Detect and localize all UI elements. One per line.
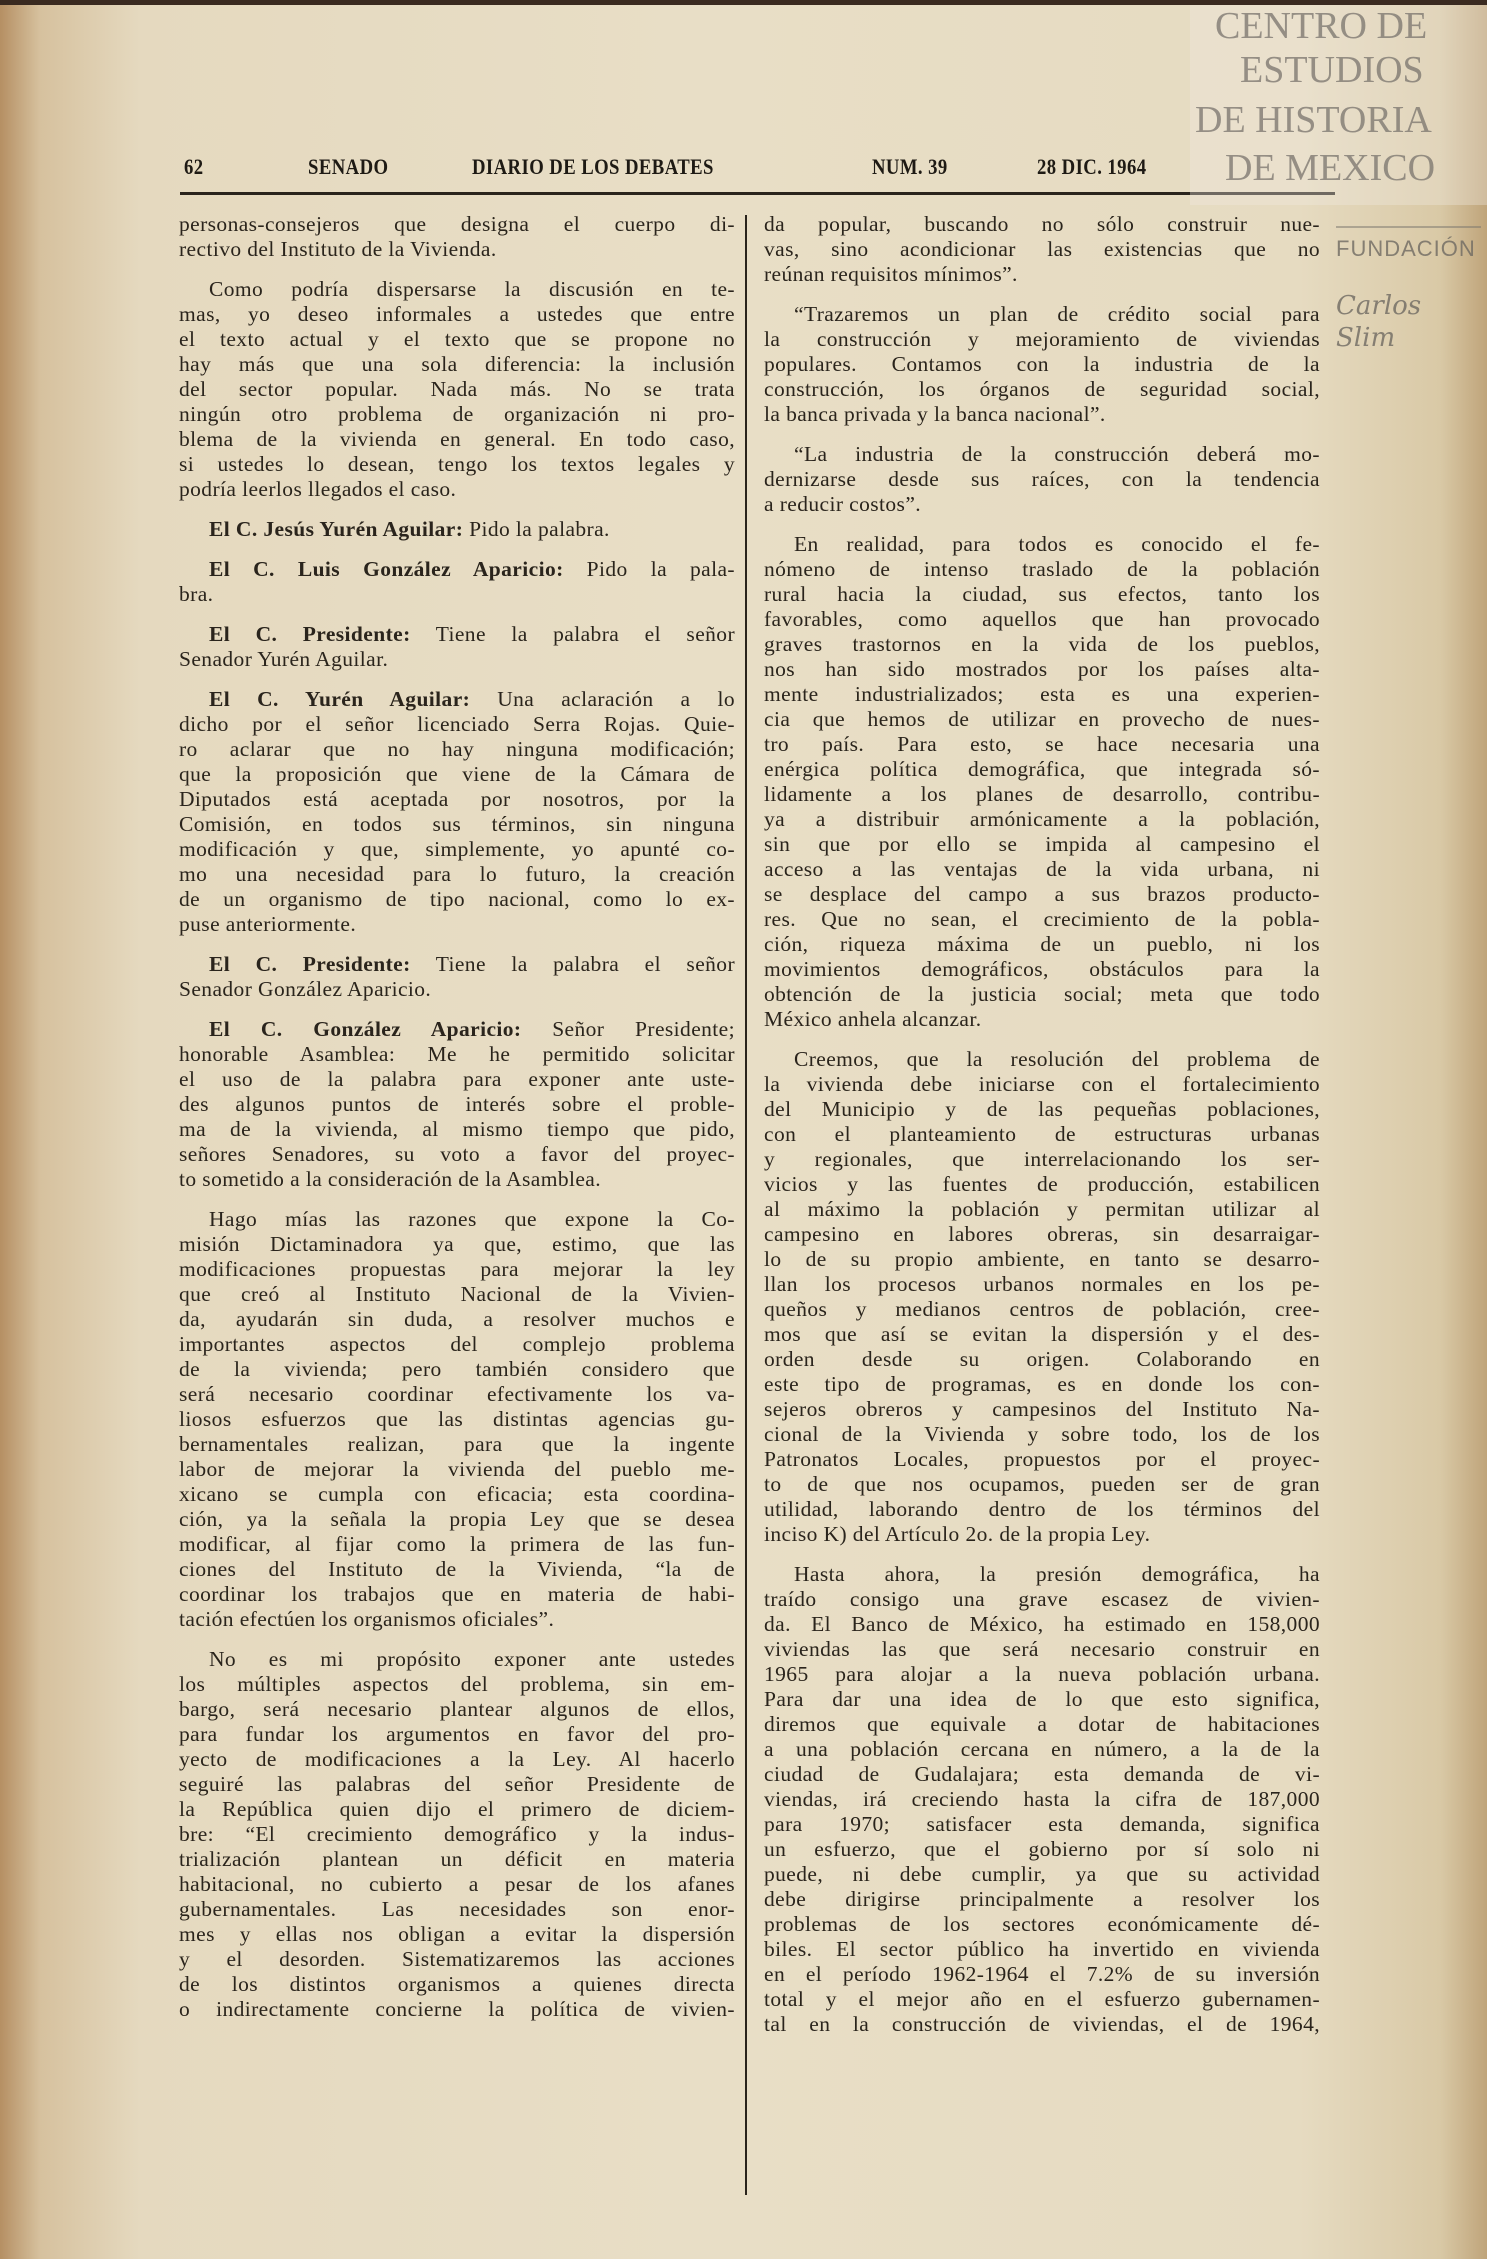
speech-text: Pido la pala- [563,557,735,581]
text-line [179,622,735,647]
text-line [179,952,735,977]
paragraph [764,1047,1320,1547]
text-line: bre: “El crecimiento demográfico y la indus- [179,1822,735,1846]
text-line [179,1017,735,1042]
text-line: seguiré las palabras del señor Presidente de [179,1772,735,1796]
publication-title: DIARIO DE LOS DEBATES [472,154,714,179]
text-line: blema de la vivienda en general. En todo caso, [179,427,735,451]
text-line: cional de la Vivienda y sobre todo, los de los [764,1422,1320,1446]
text-line: “Trazaremos un plan de crédito social para [794,302,1320,326]
text-line: mo una necesidad para lo futuro, la creación [179,862,735,886]
text-line: da popular, buscando no sólo construir nue- [764,212,1320,236]
text-line: la vivienda debe iniciarse con el fortalecimiento [764,1072,1320,1096]
watermark-line: ESTUDIOS [1240,49,1424,91]
speech-text: Una aclaración a lo [470,687,736,711]
speech-text: Señor Presidente; [521,1017,735,1041]
text-line: da. El Banco de México, ha estimado en 158,000 [764,1612,1320,1636]
paragraph [764,532,1320,1032]
text-line: ro aclarar que no hay ninguna modificación; [179,737,735,761]
text-line: México anhela alcanzar. [764,1007,982,1031]
text-line: “La industria de la construcción deberá mo- [794,442,1320,466]
text-line: Hago mías las razones que expone la Co- [209,1207,735,1231]
speaker-paragraph [179,687,735,937]
text-line: modificaciones propuestas para mejorar la ley [179,1257,735,1281]
text-line: con el planteamiento de estructuras urbanas [764,1122,1320,1146]
text-line: lidamente a los planes de desarrollo, contribu- [764,782,1320,806]
text-line: de la vivienda; pero también considero que [179,1357,735,1381]
speaker-name: El C. Yurén Aguilar: [209,687,471,711]
watermark-line: DE HISTORIA [1195,99,1432,141]
text-line: vas, sino acondicionar las existencias que no [764,237,1320,261]
speaker-name: El C. González Aparicio: [209,1017,522,1041]
watermark-line: CENTRO DE [1215,5,1428,47]
text-line: personas-consejeros que designa el cuerpo di- [179,212,735,236]
text-line: señores Senadores, su voto a favor del proyec- [179,1142,735,1166]
text-line: problemas de los sectores económicamente dé- [764,1912,1320,1936]
text-line: bra. [179,582,214,606]
paragraph [764,442,1320,517]
text-line: modificación y que, simplemente, yo apunté co- [179,837,735,861]
text-line: bargo, será necesario plantear algunos de ellos, [179,1697,735,1721]
text-line: liosos esfuerzos que las distintas agencias gu- [179,1407,735,1431]
text-line: y el desorden. Sistematizaremos las acciones [179,1947,735,1971]
text-line: ya a distribuir armónicamente a la población, [764,807,1320,831]
speaker-name: El C. Presidente: [209,622,411,646]
text-line: el texto actual y el texto que se propone no [179,327,735,351]
text-line: Patronatos Locales, propuestos por el proyec- [764,1447,1320,1471]
text-line: reúnan requisitos mínimos”. [764,262,1018,286]
watermark-line: DE MEXICO [1225,147,1436,189]
speaker-name: El C. Jesús Yurén Aguilar: [209,517,464,541]
text-line: llan los procesos urbanos normales en los pe- [764,1272,1320,1296]
text-line: Para dar una idea de lo que esto significa, [764,1687,1320,1711]
text-line: a una población cercana en número, a la de la [764,1737,1320,1761]
text-line: Como podría dispersarse la discusión en te- [209,277,735,301]
text-line: coordinar los trabajos que en materia de habi- [179,1582,735,1606]
text-line: este tipo de programas, es en donde los con- [764,1372,1320,1396]
text-line: vicios y las fuentes de producción, estabilicen [764,1172,1320,1196]
text-line: habitacional, no cubierto a pesar de los afanes [179,1872,735,1896]
speaker-paragraph [179,622,735,672]
text-line: movimientos demográficos, obstáculos para la [764,957,1320,981]
speaker-paragraph [179,557,735,607]
text-line: favorables, como aquellos que han provocado [764,607,1320,631]
text-line: los múltiples aspectos del problema, sin em- [179,1672,735,1696]
text-line: No es mi propósito exponer ante ustedes [209,1647,735,1671]
text-line: ningún otro problema de organización ni pro- [179,402,735,426]
text-line: mes y ellas nos obligan a evitar la dispersión [179,1922,735,1946]
text-line: ciudad de Gudalajara; esta demanda de vi- [764,1762,1320,1786]
page-header [0,150,1180,186]
text-line: ción, riqueza máxima de un pueblo, ni los [764,932,1320,956]
text-line: podría leerlos llegados el caso. [179,477,457,501]
right-column [764,212,1320,2052]
text-line: de un organismo de tipo nacional, como lo ex- [179,887,735,911]
text-line: hay más que una sola diferencia: la inclusión [179,352,735,376]
page-number: 62 [184,154,204,179]
text-line: acceso a las ventajas de la vida urbana, ni [764,857,1320,881]
text-line: sin que por ello se impida al campesino el [764,832,1320,856]
text-line: to sometido a la consideración de la Asamblea. [179,1167,601,1191]
text-line: to de que nos ocupamos, pueden ser de gran [764,1472,1320,1496]
paragraph [179,1647,735,2022]
text-line: ciones del Instituto de la Vivienda, “la de [179,1557,735,1581]
paragraph [764,1562,1320,2037]
text-line: que creó al Instituto Nacional de la Vivien- [179,1282,735,1306]
text-line: biles. El sector público ha invertido en vivienda [764,1937,1320,1961]
text-line: al máximo la población y permitan utilizar al [764,1197,1320,1221]
text-line [179,687,735,712]
left-column [179,212,735,2037]
text-line: honorable Asamblea: Me he permitido solicitar [179,1042,735,1066]
text-line: de los distintos organismos a quienes directa [179,1972,735,1996]
text-line: populares. Contamos con la industria de la [764,352,1320,376]
text-line: mente industrializados; esta es una experien- [764,682,1320,706]
text-line: Senador González Aparicio. [179,977,432,1001]
text-line: que la proposición que viene de la Cámara de [179,762,735,786]
text-line: ma de la vivienda, al mismo tiempo que pido, [179,1117,735,1141]
text-line: graves trastornos en la vida de los pueblos, [764,632,1320,656]
header-rule [180,192,1335,195]
text-line: del Municipio y de las pequeñas poblaciones, [764,1097,1320,1121]
text-line: viviendas las que será necesario construir en [764,1637,1320,1661]
speech-text: Tiene la palabra el señor [410,622,736,646]
text-line: mos que así se evitan la dispersión y el des- [764,1322,1320,1346]
text-line: será necesario coordinar efectivamente los va- [179,1382,735,1406]
text-line: dicho por el señor licenciado Serra Rojas. Quie- [179,712,735,736]
text-line: la República quien dijo el primero de diciem- [179,1797,735,1821]
text-line: cia que hemos de utilizar en provecho de nues- [764,707,1320,731]
text-line: trialización plantean un déficit en materia [179,1847,735,1871]
text-line: tación efectúen los organismos oficiales”. [179,1607,555,1631]
text-line: Comisión, en todos sus términos, sin ninguna [179,812,735,836]
issue-number: NUM. 39 [872,154,948,179]
text-line: res. Que no sean, el crecimiento de la pobla- [764,907,1320,931]
speech-text: Pido la palabra. [463,517,610,541]
text-line: mas, yo deseo informales a ustedes que entre [179,302,735,326]
text-line: traído consigo una grave escasez de vivien- [764,1587,1320,1611]
chamber-name: SENADO [308,154,389,179]
paragraph [764,302,1320,427]
text-line: labor de mejorar la vivienda del pueblo me- [179,1457,735,1481]
text-line: se desplace del campo a sus brazos producto- [764,882,1320,906]
text-line: inciso K) del Artículo 2o. de la propia Ley. [764,1522,1151,1546]
text-line: des algunos puntos de interés sobre el proble- [179,1092,735,1116]
text-line: construcción, los órganos de seguridad social, [764,377,1320,401]
paragraph [764,212,1320,287]
text-line: Creemos, que la resolución del problema de [794,1047,1320,1071]
text-line: nómeno de intenso traslado de la población [764,557,1320,581]
text-line: y regionales, que interrelacionando los ser- [764,1147,1320,1171]
text-line: nos han sido mostrados por los países alta- [764,657,1320,681]
text-line: Hasta ahora, la presión demográfica, ha [794,1562,1320,1586]
watermark-signature: Carlos Slim [1336,291,1422,353]
text-line: orden desde su origen. Colaborando en [764,1347,1320,1371]
watermark-foundation: FUNDACIÓN [1336,236,1476,261]
text-line: Diputados está aceptada por nosotros, por la [179,787,735,811]
text-line: puse anteriormente. [179,912,357,936]
text-line: utilidad, laborando dentro de los términos del [764,1497,1320,1521]
text-line: dernizarse desde sus raíces, con la tendencia [764,467,1320,491]
text-line: lo de su propio ambiente, en tanto se desarro- [764,1247,1320,1271]
text-line [179,557,735,582]
text-line: para 1970; satisfacer esta demanda, significa [764,1812,1320,1836]
text-line: xicano se cumpla con eficacia; esta coordina- [179,1482,735,1506]
column-divider [745,215,747,2195]
text-line: En realidad, para todos es conocido el fe- [794,532,1320,556]
text-line: gubernamentales. Las necesidades son enor- [179,1897,735,1921]
text-line: importantes aspectos del complejo problema [179,1332,735,1356]
text-line: debe dirigirse principalmente a resolver los [764,1887,1320,1911]
watermark-rule [1336,226,1481,228]
paragraph [179,277,735,502]
speaker-paragraph [179,952,735,1002]
text-line: total y el mejor año en el esfuerzo gubernamen- [764,1987,1320,2011]
speaker-name: El C. Presidente: [209,952,411,976]
speaker-paragraph [179,1017,735,1192]
text-line: Senador Yurén Aguilar. [179,647,389,671]
text-line: sejeros obreros y campesinos del Instituto Na- [764,1397,1320,1421]
text-line: bernamentales realizan, para que la ingente [179,1432,735,1456]
text-line: diremos que equivale a dotar de habitaciones [764,1712,1320,1736]
text-line: del sector popular. Nada más. No se trata [179,377,735,401]
text-line: enérgica política demográfica, que integrada só- [764,757,1320,781]
text-line: ción, ya la señala la propia Ley que se desea [179,1507,735,1531]
text-line: viendas, irá creciendo hasta la cifra de 187,000 [764,1787,1320,1811]
text-line: para fundar los argumentos en favor del pro- [179,1722,735,1746]
speaker-name: El C. Luis González Aparicio: [209,557,564,581]
text-line: si ustedes lo desean, tengo los textos legales y [179,452,735,476]
text-line: rural hacia la ciudad, sus efectos, tanto los [764,582,1320,606]
text-line: campesino en labores obreras, sin desarraigar- [764,1222,1320,1246]
text-line: rectivo del Instituto de la Vivienda. [179,237,497,261]
text-line: modificar, al fijar como la primera de las fun- [179,1532,735,1556]
paragraph [179,1207,735,1632]
text-line: misión Dictaminadora ya que, estimo, que las [179,1232,735,1256]
text-line: puede, ni debe cumplir, ya que su actividad [764,1862,1320,1886]
text-line: la banca privada y la banca nacional”. [764,402,1106,426]
text-line: o indirectamente concierne la política de vivien- [179,1997,735,2021]
text-line: un esfuerzo, que el gobierno por sí solo ni [764,1837,1320,1861]
text-line: tal en la construcción de viviendas, el de 1964, [764,2012,1320,2036]
speaker-paragraph [179,517,735,542]
text-line: el uso de la palabra para exponer ante uste- [179,1067,735,1091]
issue-date: 28 DIC. 1964 [1037,154,1147,179]
text-line: la construcción y mejoramiento de viviendas [764,327,1320,351]
text-line: a reducir costos”. [764,492,922,516]
text-line: en el período 1962-1964 el 7.2% de su inversión [764,1962,1320,1986]
text-line: queños y medianos centros de población, cree- [764,1297,1320,1321]
paragraph [179,212,735,262]
text-line [179,517,735,542]
text-line: 1965 para alojar a la nueva población urbana. [764,1662,1320,1686]
text-line: da, ayudarán sin duda, a resolver muchos e [179,1307,735,1331]
text-line: tro país. Para esto, se hace necesaria una [764,732,1320,756]
text-line: obtención de la justicia social; meta que todo [764,982,1320,1006]
speech-text: Tiene la palabra el señor [410,952,736,976]
text-line: yecto de modificaciones a la Ley. Al hacerlo [179,1747,735,1771]
